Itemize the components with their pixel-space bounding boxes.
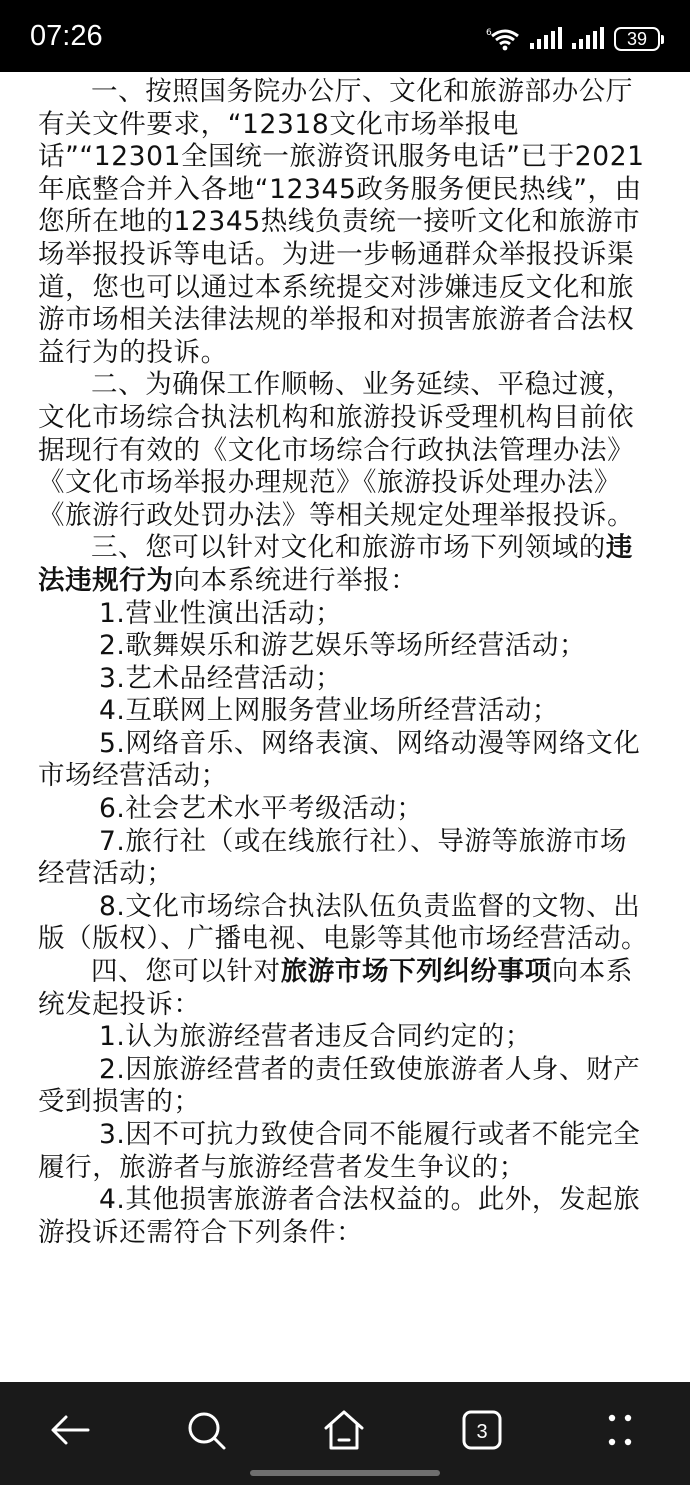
menu-dots-icon	[598, 1408, 642, 1452]
back-button[interactable]	[44, 1404, 96, 1456]
list-item: 6.社会艺术水平考级活动；	[98, 793, 424, 825]
signal-icon	[530, 27, 562, 51]
signal-icon	[572, 27, 604, 51]
paragraph-2: 二、为确保工作顺畅、业务延续、平稳过渡，文化市场综合执法机构和旅游投诉受理机构目前依据现行有效的《文化市场综合行政执法管理办法》《文化市场举报办理规范》《旅游投诉处理办法》《旅游行政处罚办法》等相关规定处理举报投诉。	[38, 369, 635, 531]
list-item: 1.营业性演出活动；	[98, 597, 343, 629]
search-button[interactable]	[180, 1404, 232, 1456]
list-item: 8.文化市场综合执法队伍负责监督的文物、出版（版权）、广播电视、电影等其他市场经营活动。	[38, 890, 649, 955]
paragraph-3: 三、您可以针对文化和旅游市场下列领域的违法违规行为向本系统进行举报：	[38, 532, 634, 596]
svg-text:6: 6	[486, 28, 492, 38]
menu-button[interactable]	[594, 1404, 646, 1456]
list-item: 3.艺术品经营活动；	[98, 662, 343, 694]
status-icons	[486, 24, 660, 54]
list-item: 2.歌舞娱乐和游艺娱乐等场所经营活动；	[98, 630, 587, 662]
home-indicator[interactable]	[250, 1470, 440, 1476]
home-icon	[321, 1407, 367, 1453]
status-time: 07:26	[30, 20, 103, 52]
wifi-icon	[486, 26, 520, 52]
search-icon	[184, 1408, 228, 1452]
paragraph-1: 一、按照国务院办公厅、文化和旅游部办公厅有关文件要求，“12318文化市场举报电话”“12301全国统一旅游资讯服务电话”已于2021年底整合并入各地“12345政务服务便民热线”，由您所在地的12345热线负责统一接听文化和旅游市场举报投诉等电话。为进一步畅通群众举报投诉渠道，您也可以通过本系统提交对涉嫌违反文化和旅游市场相关法律法规的举报和对损害旅游者合法权益行为的投诉。	[38, 76, 645, 368]
battery-icon	[614, 27, 660, 51]
tabs-button[interactable]	[456, 1404, 508, 1456]
back-icon	[48, 1408, 92, 1452]
document-view[interactable]	[0, 72, 690, 1382]
home-button[interactable]	[318, 1404, 370, 1456]
list-item: 2.因旅游经营者的责任致使旅游者人身、财产受到损害的；	[38, 1053, 641, 1118]
tabs-icon	[460, 1408, 504, 1452]
list-item: 7.旅行社（或在线旅行社）、导游等旅游市场经营活动；	[38, 825, 628, 890]
status-bar	[0, 0, 690, 72]
list-item: 4.互联网上网服务营业场所经营活动；	[98, 695, 560, 727]
list-item: 3.因不可抗力致使合同不能履行或者不能完全履行，旅游者与旅游经营者发生争议的；	[38, 1119, 641, 1183]
tab-count: 3	[476, 1421, 488, 1443]
bold-phrase: 违法违规行为	[38, 532, 634, 596]
list-item: 5.网络音乐、网络表演、网络动漫等网络文化市场经营活动；	[38, 727, 641, 792]
bold-phrase: 旅游市场下列纠纷事项	[280, 956, 552, 988]
paragraph-4: 四、您可以针对旅游市场下列纠纷事项向本系统发起投诉：	[38, 956, 634, 1020]
list-item: 4.其他损害旅游者合法权益的。此外，发起旅游投诉还需符合下列条件：	[38, 1184, 641, 1248]
list-item: 1.认为旅游经营者违反合同约定的；	[98, 1021, 532, 1053]
battery-level: 39	[626, 28, 648, 49]
document-text	[0, 72, 690, 1249]
